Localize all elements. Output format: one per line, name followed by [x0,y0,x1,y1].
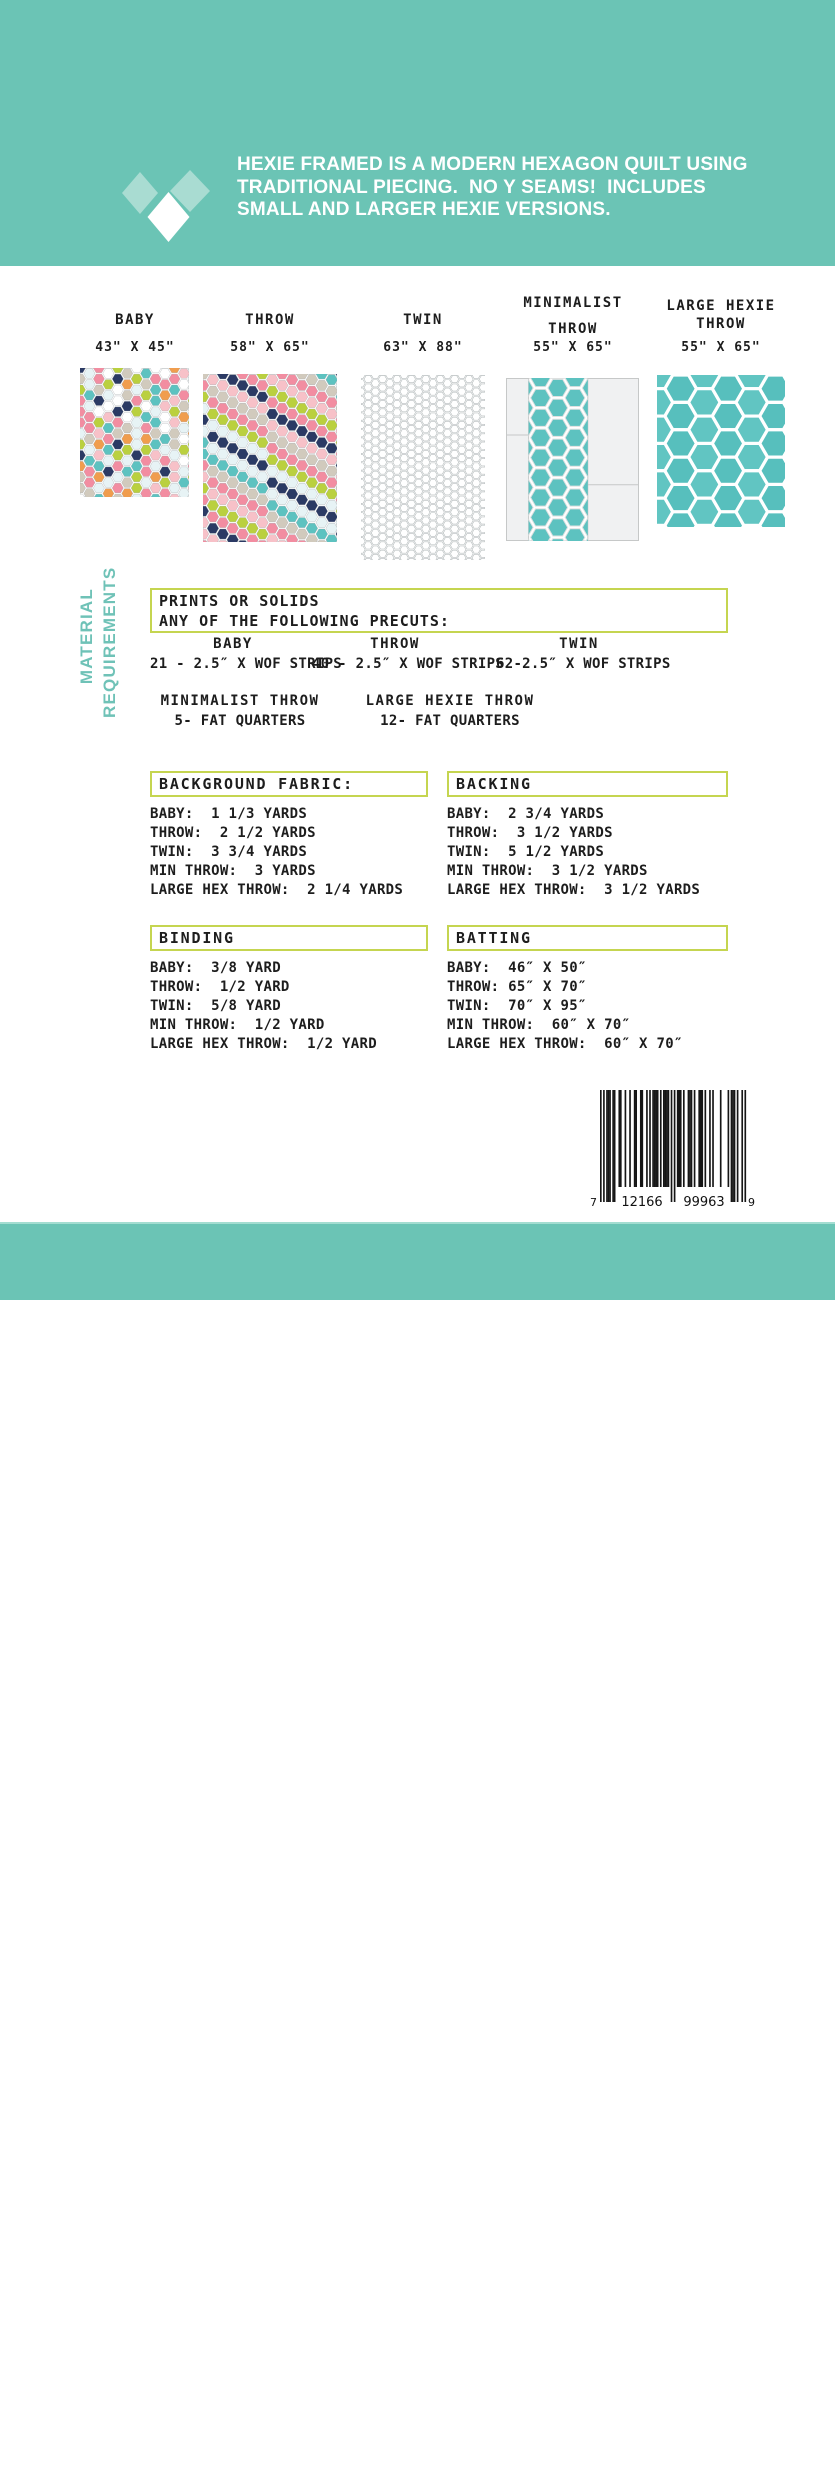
quilt-name-line2: THROW [696,316,746,332]
quilt-preview-large-hexie [657,375,785,527]
footer-band [0,1222,835,2475]
precut-name: LARGE HEXIE THROW [365,693,535,709]
section-item: MIN THROW: 3 1/2 YARDS [447,863,648,879]
barcode-bars [600,1090,746,1202]
section-item: THROW: 3 1/2 YARDS [447,825,613,841]
section-item: BABY: 1 1/3 YARDS [150,806,308,822]
prints-line1: PRINTS OR SOLIDS [159,592,320,610]
section-item: THROW: 65″ X 70″ [447,979,587,995]
quilt-name: TWIN [403,312,443,328]
precut-large-hexie-throw [360,692,540,729]
precut-baby [150,635,343,672]
side-label-requirements: REQUIREMENTS [100,566,119,718]
section-item: LARGE HEX THROW: 1/2 YARD [150,1036,377,1052]
section-title: BACKING [447,771,728,797]
section-item: BABY: 2 3/4 YARDS [447,806,605,822]
quilt-size: 55" X 65" [681,340,761,355]
barcode-digits-group1: 12166 [621,1195,663,1210]
precut-name: MINIMALIST THROW [160,693,320,709]
barcode-digit-left: 7 [590,1196,597,1209]
section-item: TWIN: 3 3/4 YARDS [150,844,308,860]
section-item: LARGE HEX THROW: 3 1/2 YARDS [447,882,701,898]
section-title: BINDING [150,925,428,951]
section-item: BABY: 3/8 YARD [150,960,281,976]
quilt-figure-large-hexie-throw [641,290,801,580]
quilt-name: MINIMALIST [523,295,623,311]
quilt-preview-minimalist [506,378,639,541]
precut-twin [496,635,671,672]
precut-minimalist-throw [150,692,330,729]
barcode-digits-group2: 99963 [683,1195,725,1210]
section-title: BATTING [447,925,728,951]
section-item: LARGE HEX THROW: 2 1/4 YARDS [150,882,404,898]
section-binding [150,925,428,1054]
quilt-figure-minimalist-throw [493,290,653,580]
precut-name: TWIN [559,636,599,652]
prints-line2: ANY OF THE FOLLOWING PRECUTS: [159,612,450,630]
section-item: TWIN: 5 1/2 YARDS [447,844,605,860]
precut-throw [312,635,505,672]
logo-diamond-left [122,172,158,214]
precut-value: 5- FAT QUARTERS [174,713,306,729]
quilt-size: 43" X 45" [95,340,175,355]
section-item: MIN THROW: 60″ X 70″ [447,1017,631,1033]
quilt-name: THROW [245,312,295,328]
section-item: TWIN: 70″ X 95″ [447,998,587,1014]
section-item: LARGE HEX THROW: 60″ X 70″ [447,1036,683,1052]
precut-value: 62-2.5″ X WOF STRIPS [496,656,671,672]
quilt-preview-throw [203,374,337,542]
quilt-name: BABY [115,312,155,328]
pattern-description: HEXIE FRAMED IS A MODERN HEXAGON QUILT USING TRADITIONAL PIECING. NO Y SEAMS! INCLUDES SMALL AND LARGER HEXIE VERSIONS. [237,154,754,220]
copyright-text: © 2016 EMILY DENNIS CREATIVE, LLC [413,2455,762,2475]
material-requirements-label [75,566,121,718]
quilt-name-line2: THROW [548,321,598,337]
section-item: BABY: 46″ X 50″ [447,960,587,976]
precut-name: THROW [370,636,420,652]
section-item: THROW: 1/2 YARD [150,979,290,995]
quilt-preview-baby [80,368,189,497]
heart-diamond-logo [113,165,223,250]
quilt-figure-twin [343,290,503,580]
precut-name: BABY [213,636,253,652]
prints-or-solids-box [150,588,728,633]
section-background-fabric [150,771,428,900]
section-title: BACKGROUND FABRIC: [150,771,428,797]
quilt-size: 63" X 88" [383,340,463,355]
section-item: TWIN: 5/8 YARD [150,998,281,1014]
quilt-name: LARGE HEXIE [666,298,776,314]
quilt-size: 58" X 65" [230,340,310,355]
header-band [0,0,835,266]
section-item: MIN THROW: 1/2 YARD [150,1017,325,1033]
quilt-size: 55" X 65" [533,340,613,355]
section-batting [447,925,728,1054]
quilt-preview-twin [361,375,485,560]
quilt-figure-throw [190,290,350,580]
precut-value: 12- FAT QUARTERS [380,713,520,729]
precut-value: 40 - 2.5″ X WOF STRIPS [312,656,505,672]
section-backing [447,771,728,900]
section-item: THROW: 2 1/2 YARDS [150,825,316,841]
precut-value: 21 - 2.5″ X WOF STRIPS [150,656,343,672]
barcode-digit-right: 9 [748,1196,755,1209]
section-item: MIN THROW: 3 YARDS [150,863,316,879]
side-label-material: MATERIAL [77,588,96,685]
upc-barcode [588,1090,760,1210]
